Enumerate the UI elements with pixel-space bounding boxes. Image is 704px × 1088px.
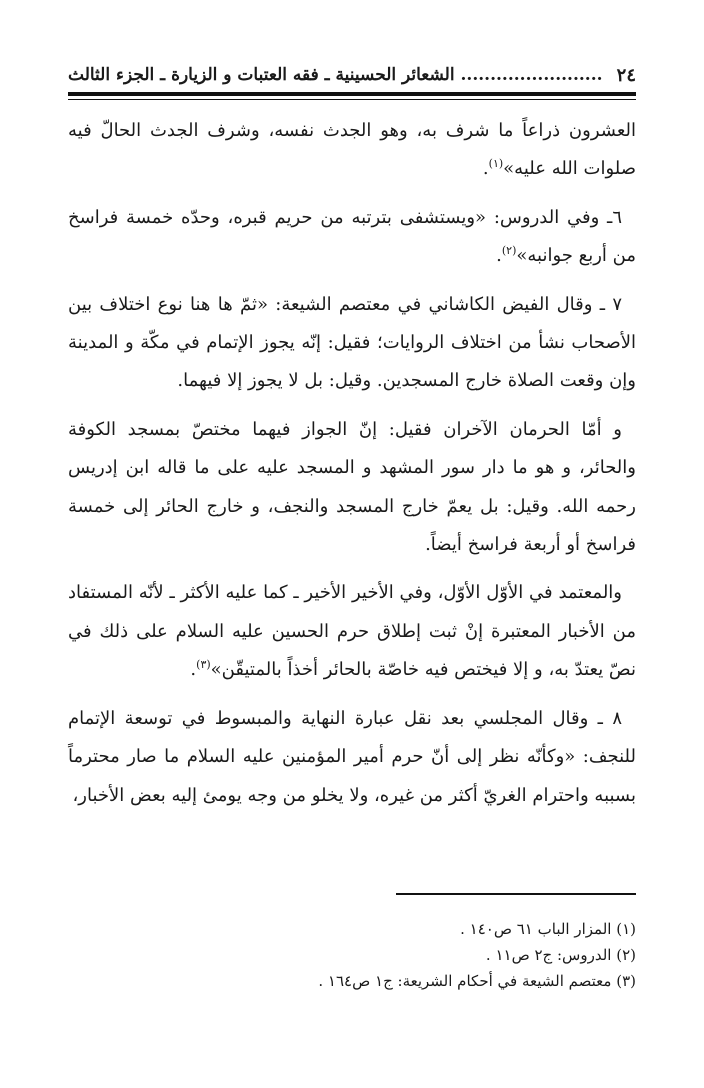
header-rule-thick — [68, 92, 636, 96]
paragraph-4: و أمّا الحرمان الآخران فقيل: إنّ الجواز فيهما مختصّ بمسجد الكوفة والحائر، و هو ما دار سور المشهد و المسجد عليه على ما قاله ابن إدريس رحمه الله. وقيل: بل يعمّ خارج المسجد والنجف، و خارج الحائر إلى خمسة فراسخ أو أربعة فراسخ أيضاً. — [68, 418, 636, 556]
page-number: ٢٤ — [616, 64, 636, 86]
running-title: ........................ الشعائر الحسينية ـ فقه العتبات و الزيارة ـ الجزء الثالث — [68, 65, 603, 85]
footnote-ref-1: (١) — [488, 157, 504, 171]
main-text — [68, 112, 636, 815]
footnote-2: (٢) الدروس: ج٢ ص١١ . — [485, 946, 636, 964]
footnote-ref-3: (٣) — [196, 658, 211, 672]
running-header — [68, 62, 636, 88]
footnote-ref-2: (٢) — [501, 244, 517, 258]
paragraph-1: العشرون ذراعاً ما شرف به، وهو الجدث نفسه، وشرف الجدث الحالّ فيه صلوات الله عليه»$^{(١)}$. — [68, 120, 636, 180]
paragraph-3: ٧ ـ وقال الفيض الكاشاني في معتصم الشيعة: «ثمّ ها هنا نوع اختلاف بين الأصحاب نشأ من اختلاف الروايات؛ فقيل: إنّه يجوز الإتمام في مكّة و المدينة وإن وقعت الصلاة خارج المسجدين. وقيل: بل لا يجوز إلا فيهما. — [68, 293, 636, 392]
paragraph-6: ٨ ـ وقال المجلسي بعد نقل عبارة النهاية والمبسوط في توسعة الإتمام للنجف: «وكأنّه نظر إلى أنّ حرم أمير المؤمنين عليه السلام ما صار محترماً بسببه واحترام الغريّ أكثر من غيره، ولا يخلو من وجه يومئ إليه بعض الأخبار، — [68, 707, 636, 806]
footnotes — [68, 916, 636, 994]
header-rule-thin — [68, 99, 636, 100]
footnote-separator — [396, 893, 636, 895]
paragraph-2: ٦ـ وفي الدروس: «ويستشفى بترتبه من حريم قبره، وحدّه خمسة فراسخ من أربع جوانبه»$^{(٢)}$. — [68, 206, 636, 267]
footnote-1: (١) المزار الباب ٦١ ص١٤٠ . — [460, 920, 636, 938]
paragraph-5: والمعتمد في الأوّل الأوّل، وفي الأخير الأخير ـ كما عليه الأكثر ـ لأنّه المستفاد من الأخبار المعتبرة إنْ ثبت إطلاق حرم الحسين عليه السلام على ذلك في نصّ يعتدّ به، و إلا فيختص فيه خاصّة بالحائر أخذاً بالمتيقّن»$^{(٣)}$. — [68, 582, 636, 681]
footnote-3: (٣) معتصم الشيعة في أحكام الشريعة: ج١ ص١٦٤ . — [318, 972, 636, 990]
